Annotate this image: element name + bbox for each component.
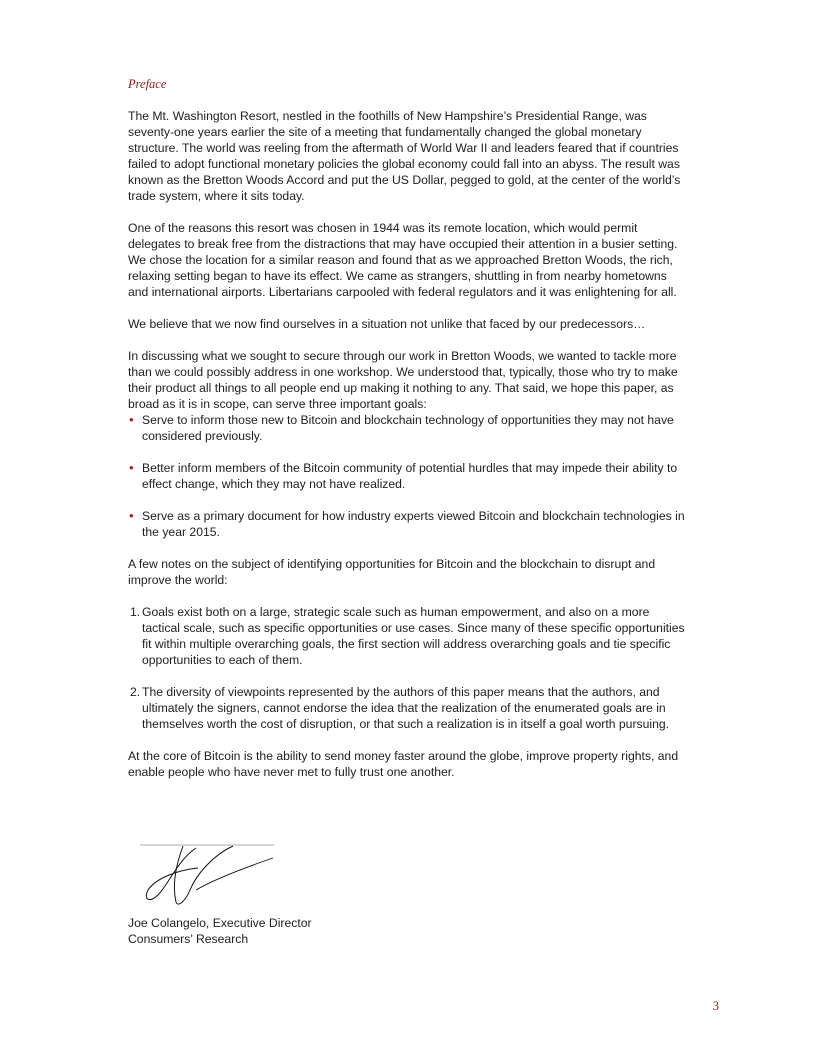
paragraph-closing: At the core of Bitcoin is the ability to send money faster around the globe, improve property rights, and enable people who have never met to fully trust one another.	[128, 749, 679, 779]
note-text: The diversity of viewpoints represented by the authors of this paper means that the authors, and ultimately the signers, cannot endorse the idea that the realization of the enumerated goals are in themselves worth the cost of disruption, or that such a realization is in itself a goal worth pursuing.	[142, 685, 670, 731]
paragraph-location: One of the reasons this resort was chosen in 1944 was its remote location, which would permit delegates to break free from the distractions that may have occupied their attention in a busier setting. We chose the location for a similar reason and found that as we approached Bretton Woods, the rich, relaxing setting began to have its effect. We came as strangers, shuttling in from nearby hometowns and international airports. Libertarians carpooled with federal regulators and it was enlightening for all.	[128, 221, 678, 299]
paragraph-predecessors: We believe that we now find ourselves in a situation not unlike that faced by our predecessors…	[128, 317, 646, 331]
goal-item: • Serve to inform those new to Bitcoin and blockchain technology of opportunities they may not have considered previously.	[128, 412, 690, 444]
note-item	[128, 604, 690, 668]
handwritten-signature	[138, 840, 278, 910]
note-number: 1.	[130, 605, 141, 619]
page-number: 3	[712, 999, 719, 1013]
paragraph-goals-intro: In discussing what we sought to secure through our work in Bretton Woods, we wanted to tackle more than we could possibly address in one workshop. We understood that, typically, those who try to make their product all things to all people end up making it nothing to any. That said, we hope this paper, as broad as it is in scope, can serve three important goals:	[128, 349, 678, 411]
page-content	[128, 76, 690, 796]
signature-block	[128, 915, 312, 947]
note-number: 2.	[130, 685, 141, 699]
notes-list	[128, 604, 690, 732]
signatory-name-title: Joe Colangelo, Executive Director	[128, 916, 312, 930]
goal-item: • Better inform members of the Bitcoin community of potential hurdles that may impede their ability to effect change, which they may not have realized.	[128, 460, 690, 492]
signatory-organization: Consumers’ Research	[128, 932, 249, 946]
paragraph-intro: The Mt. Washington Resort, nestled in the foothills of New Hampshire’s Presidential Range, was seventy-one years earlier the site of a meeting that fundamentally changed the global monetary structure. The world was reeling from the aftermath of World War II and leaders feared that if countries failed to adopt functional monetary policies the global economy could fall into an abyss. The result was known as the Bretton Woods Accord and put the US Dollar, pegged to gold, at the center of the world’s trade system, where it sits today.	[128, 109, 681, 203]
paragraph-notes-intro: A few notes on the subject of identifying opportunities for Bitcoin and the blockchain to disrupt and improve the world:	[128, 557, 656, 587]
goal-item: • Serve as a primary document for how industry experts viewed Bitcoin and blockchain technologies in the year 2015.	[128, 508, 690, 540]
note-item	[128, 684, 690, 732]
note-text: Goals exist both on a large, strategic scale such as human empowerment, and also on a more tactical scale, such as specific opportunities or use cases. Since many of these specific opportunities fit within multiple overarching goals, the first section will address overarching goals and tie specific opportunities to each of them.	[142, 605, 685, 667]
goals-list	[128, 412, 690, 540]
section-title: Preface	[128, 77, 167, 91]
